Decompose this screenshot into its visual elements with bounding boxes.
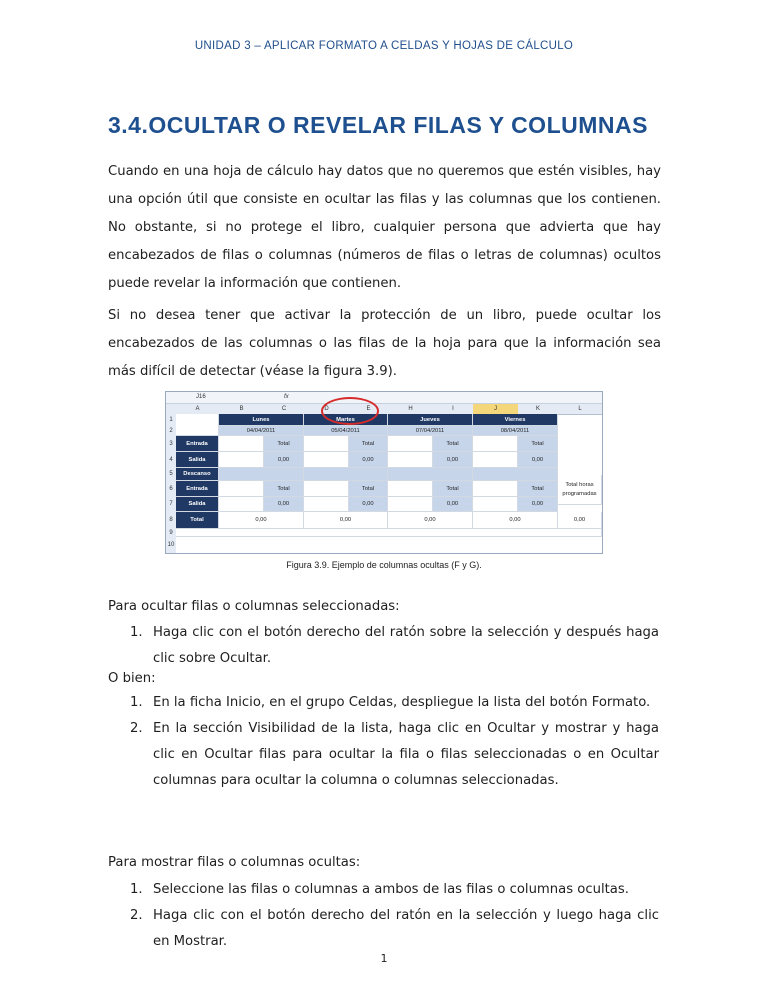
value-cell: 0,00 bbox=[433, 452, 473, 468]
break-cell bbox=[304, 468, 388, 481]
intro-paragraph: Cuando en una hoja de cálculo hay datos que no queremos que estén visibles, hay una opción útil que consiste en ocultar las filas y las columnas que los contienen. No obstante, si no protege el libro, cualquier persona que advierta que hay encabezados de filas o columnas (números de filas o letras de columnas) ocultos puede revelar la información que contienen. bbox=[108, 164, 661, 291]
spreadsheet-figure bbox=[165, 391, 603, 554]
row-header: 2 bbox=[166, 426, 176, 437]
list-text: Haga clic con el botón derecho del ratón sobre la selección y después haga clic sobre Ocultar. bbox=[153, 625, 659, 666]
break-cell bbox=[388, 468, 473, 481]
row-header: 5 bbox=[166, 468, 176, 482]
total-label: Total bbox=[264, 481, 304, 497]
list-text: En la sección Visibilidad de la lista, haga clic en Ocultar y mostrar y haga clic en Ocultar filas para ocultar la fila o filas seleccionadas o en Ocultar columnas para ocultar la columna o columnas seleccionadas. bbox=[153, 721, 659, 788]
input-cell bbox=[388, 481, 433, 497]
list-number: 2. bbox=[130, 908, 143, 923]
total-label: Total bbox=[433, 481, 473, 497]
total-hours-value: 0,00 bbox=[558, 512, 602, 529]
value-cell: 0,00 bbox=[433, 497, 473, 512]
row-header: 4 bbox=[166, 452, 176, 469]
row-label: Total bbox=[176, 512, 219, 529]
total-label: Total bbox=[349, 481, 388, 497]
total-label: Total bbox=[349, 436, 388, 452]
second-paragraph: Si no desea tener que activar la protección de un libro, puede ocultar los encabezados de las columnas o las filas de la hoja para que la información sea más difícil de detectar (véase la figura 3.9). bbox=[108, 308, 661, 379]
fx-icon: fx bbox=[284, 394, 289, 400]
column-header: I bbox=[433, 404, 474, 415]
section-title: 3.4.OCULTAR O REVELAR FILAS Y COLUMNAS bbox=[108, 112, 648, 138]
hide-step-1 bbox=[130, 620, 660, 672]
row-header: 8 bbox=[166, 512, 176, 530]
input-cell bbox=[219, 436, 264, 452]
blank-row bbox=[176, 529, 602, 537]
column-header: E bbox=[349, 404, 389, 415]
value-cell: 0,00 bbox=[518, 497, 558, 512]
hidden-columns-highlight bbox=[321, 397, 379, 425]
column-header: H bbox=[388, 404, 434, 415]
break-cell bbox=[219, 468, 304, 481]
hide-heading: Para ocultar filas o columnas seleccionadas: bbox=[108, 599, 400, 614]
day-total-cell: 0,00 bbox=[388, 512, 473, 529]
day-total-cell: 0,00 bbox=[219, 512, 304, 529]
column-header: D bbox=[304, 404, 350, 415]
or-label: O bien: bbox=[108, 671, 156, 686]
row-label: Entrada bbox=[176, 436, 219, 452]
input-cell bbox=[304, 481, 349, 497]
date-cell: 05/04/2011 bbox=[304, 426, 388, 436]
value-cell: 0,00 bbox=[518, 452, 558, 468]
day-header: Jueves bbox=[388, 414, 473, 426]
input-cell bbox=[304, 436, 349, 452]
value-cell: 0,00 bbox=[264, 497, 304, 512]
value-cell: 0,00 bbox=[349, 497, 388, 512]
row-header: 3 bbox=[166, 436, 176, 453]
empty-cell bbox=[176, 414, 219, 436]
list-text: Seleccione las filas o columnas a ambos de las filas o columnas ocultas. bbox=[153, 882, 629, 897]
show-heading: Para mostrar filas o columnas ocultas: bbox=[108, 855, 361, 870]
row-label: Entrada bbox=[176, 481, 219, 497]
input-cell bbox=[388, 436, 433, 452]
row-label: Salida bbox=[176, 497, 219, 512]
list-text: Haga clic con el botón derecho del ratón en la selección y luego haga clic en Mostrar. bbox=[153, 908, 659, 949]
value-cell: 0,00 bbox=[349, 452, 388, 468]
list-number: 2. bbox=[130, 721, 143, 736]
running-header: UNIDAD 3 – APLICAR FORMATO A CELDAS Y HOJAS DE CÁLCULO bbox=[194, 40, 574, 52]
input-cell bbox=[304, 497, 349, 512]
total-label: Total bbox=[518, 436, 558, 452]
total-hours-label: Total horas programadas bbox=[558, 475, 602, 505]
column-header: K bbox=[518, 404, 559, 415]
list-number: 1. bbox=[130, 882, 143, 897]
date-cell: 04/04/2011 bbox=[219, 426, 304, 436]
column-header: C bbox=[264, 404, 305, 415]
column-header: L bbox=[558, 404, 603, 415]
day-header: Martes bbox=[304, 414, 388, 426]
alt-step-1 bbox=[130, 690, 660, 716]
break-cell bbox=[473, 468, 558, 481]
total-label: Total bbox=[518, 481, 558, 497]
day-total-cell: 0,00 bbox=[304, 512, 388, 529]
row-header: 1 bbox=[166, 414, 176, 427]
day-total-cell: 0,00 bbox=[473, 512, 558, 529]
row-label: Salida bbox=[176, 452, 219, 468]
input-cell bbox=[219, 497, 264, 512]
list-number: 1. bbox=[130, 695, 143, 710]
day-header: Lunes bbox=[219, 414, 304, 426]
name-box: J16 bbox=[196, 394, 206, 400]
formula-bar bbox=[166, 392, 602, 404]
column-header: A bbox=[176, 404, 220, 415]
input-cell bbox=[219, 481, 264, 497]
input-cell bbox=[473, 481, 518, 497]
date-cell: 07/04/2011 bbox=[388, 426, 473, 436]
input-cell bbox=[473, 436, 518, 452]
show-step-2 bbox=[130, 903, 660, 955]
list-number: 1. bbox=[130, 625, 143, 640]
input-cell bbox=[388, 497, 433, 512]
input-cell bbox=[388, 452, 433, 468]
total-label: Total bbox=[433, 436, 473, 452]
total-label: Total bbox=[264, 436, 304, 452]
row-header: 7 bbox=[166, 497, 176, 513]
row-label: Descanso bbox=[176, 468, 219, 481]
input-cell bbox=[473, 452, 518, 468]
value-cell: 0,00 bbox=[264, 452, 304, 468]
column-header: B bbox=[219, 404, 265, 415]
row-header: 9 bbox=[166, 529, 176, 538]
input-cell bbox=[304, 452, 349, 468]
input-cell bbox=[473, 497, 518, 512]
row-header: 6 bbox=[166, 481, 176, 498]
page-number: 1 bbox=[380, 952, 388, 965]
day-header: Viernes bbox=[473, 414, 558, 426]
input-cell bbox=[219, 452, 264, 468]
column-header: J bbox=[473, 404, 519, 415]
alt-step-2 bbox=[130, 716, 660, 796]
show-step-1 bbox=[130, 877, 660, 903]
list-text: En la ficha Inicio, en el grupo Celdas, despliegue la lista del botón Formato. bbox=[153, 695, 651, 710]
figure-caption: Figura 3.9. Ejemplo de columnas ocultas (F y G). bbox=[286, 560, 482, 570]
row-header: 10 bbox=[166, 537, 176, 554]
date-cell: 08/04/2011 bbox=[473, 426, 558, 436]
